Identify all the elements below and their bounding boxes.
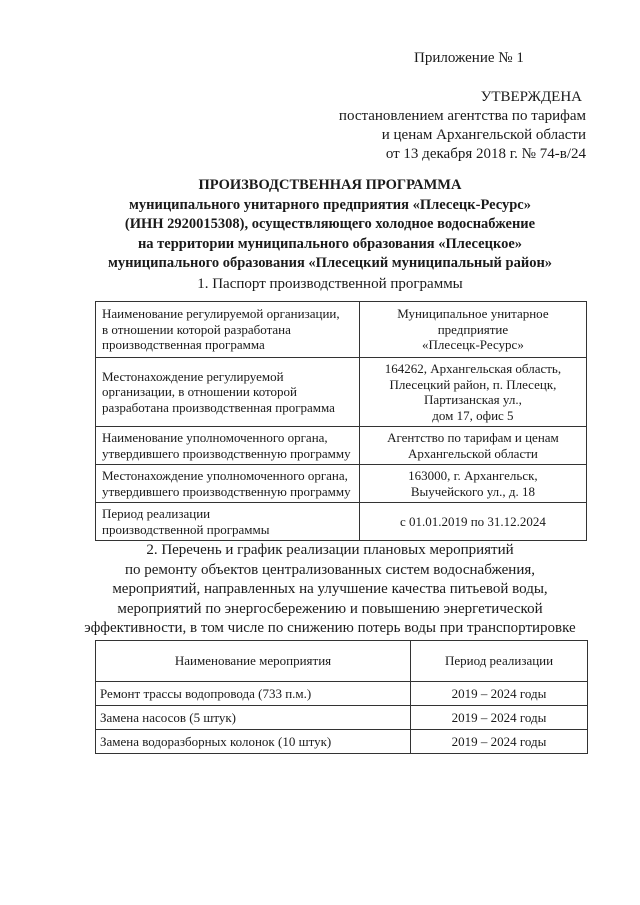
table-row bbox=[96, 730, 588, 754]
passport-label: Местонахождение регулируемой организации, в отношении которой разработана производственная программа bbox=[96, 358, 360, 427]
measure-period: 2019 – 2024 годы bbox=[411, 730, 588, 754]
passport-label: Местонахождение уполномоченного органа, утвердившего производственную программу bbox=[96, 465, 360, 503]
appendix-number: Приложение № 1 bbox=[414, 50, 524, 66]
passport-value: 163000, г. Архангельск, Выучейского ул., д. 18 bbox=[359, 465, 586, 503]
approved-line: и ценам Архангельской области bbox=[381, 127, 586, 143]
title-line: муниципального унитарного предприятия «Плесецк-Ресурс» bbox=[128, 196, 531, 213]
measure-name: Ремонт трассы водопровода (733 п.м.) bbox=[96, 682, 411, 706]
measure-period: 2019 – 2024 годы bbox=[411, 682, 588, 706]
column-header-name: Наименование мероприятия bbox=[96, 641, 411, 682]
passport-label: Наименование регулируемой организации, в отношении которой разработана производственная программа bbox=[96, 302, 360, 358]
title-line: муниципального образования «Плесецкий муниципальный район» bbox=[107, 255, 553, 271]
approved-title: УТВЕРЖДЕНА bbox=[480, 89, 582, 105]
measure-name: Замена насосов (5 штук) bbox=[96, 706, 411, 730]
table-row bbox=[96, 302, 587, 358]
program-title bbox=[80, 176, 580, 274]
heading-line: эффективности, в том числе по снижению потерь воды при транспортировке bbox=[84, 620, 576, 636]
heading-line: мероприятий, направленных на улучшение качества питьевой воды, bbox=[112, 581, 548, 597]
title-line: ПРОИЗВОДСТВЕННАЯ ПРОГРАММА bbox=[198, 177, 462, 193]
passport-label: Период реализации производственной программы bbox=[96, 503, 360, 541]
heading-line: мероприятий по энергосбережению и повышению энергетической bbox=[117, 600, 543, 617]
passport-label: Наименование уполномоченного органа, утвердившего производственную программу bbox=[96, 427, 360, 465]
measure-period: 2019 – 2024 годы bbox=[411, 706, 588, 730]
passport-heading: 1. Паспорт производственной программы bbox=[197, 276, 463, 292]
table-header-row bbox=[96, 641, 588, 682]
approved-line: постановлением агентства по тарифам bbox=[338, 108, 586, 124]
passport-value: Муниципальное унитарное предприятие «Плесецк-Ресурс» bbox=[359, 302, 586, 358]
measure-name: Замена водоразборных колонок (10 штук) bbox=[96, 730, 411, 754]
heading-line: 2. Перечень и график реализации плановых мероприятий bbox=[146, 542, 514, 558]
table-row bbox=[96, 465, 587, 503]
title-line: (ИНН 2920015308), осуществляющего холодное водоснабжение bbox=[124, 216, 536, 232]
table-row bbox=[96, 358, 587, 427]
table-row bbox=[96, 682, 588, 706]
passport-value: 164262, Архангельская область, Плесецкий район, п. Плесецк, Партизанская ул., дом 17, офис 5 bbox=[359, 358, 586, 427]
table-row bbox=[96, 503, 587, 541]
passport-table bbox=[95, 301, 587, 541]
heading-line: по ремонту объектов централизованных систем водоснабжения, bbox=[124, 561, 535, 578]
measures-heading bbox=[60, 541, 600, 639]
measures-table bbox=[95, 640, 588, 754]
approval-stamp bbox=[266, 88, 586, 164]
approved-line: от 13 декабря 2018 г. № 74-в/24 bbox=[385, 146, 586, 162]
passport-value: с 01.01.2019 по 31.12.2024 bbox=[359, 503, 586, 541]
passport-value: Агентство по тарифам и ценам Архангельской области bbox=[359, 427, 586, 465]
table-row bbox=[96, 427, 587, 465]
table-row bbox=[96, 706, 588, 730]
title-line: на территории муниципального образования «Плесецкое» bbox=[137, 235, 523, 252]
column-header-period: Период реализации bbox=[411, 641, 588, 682]
